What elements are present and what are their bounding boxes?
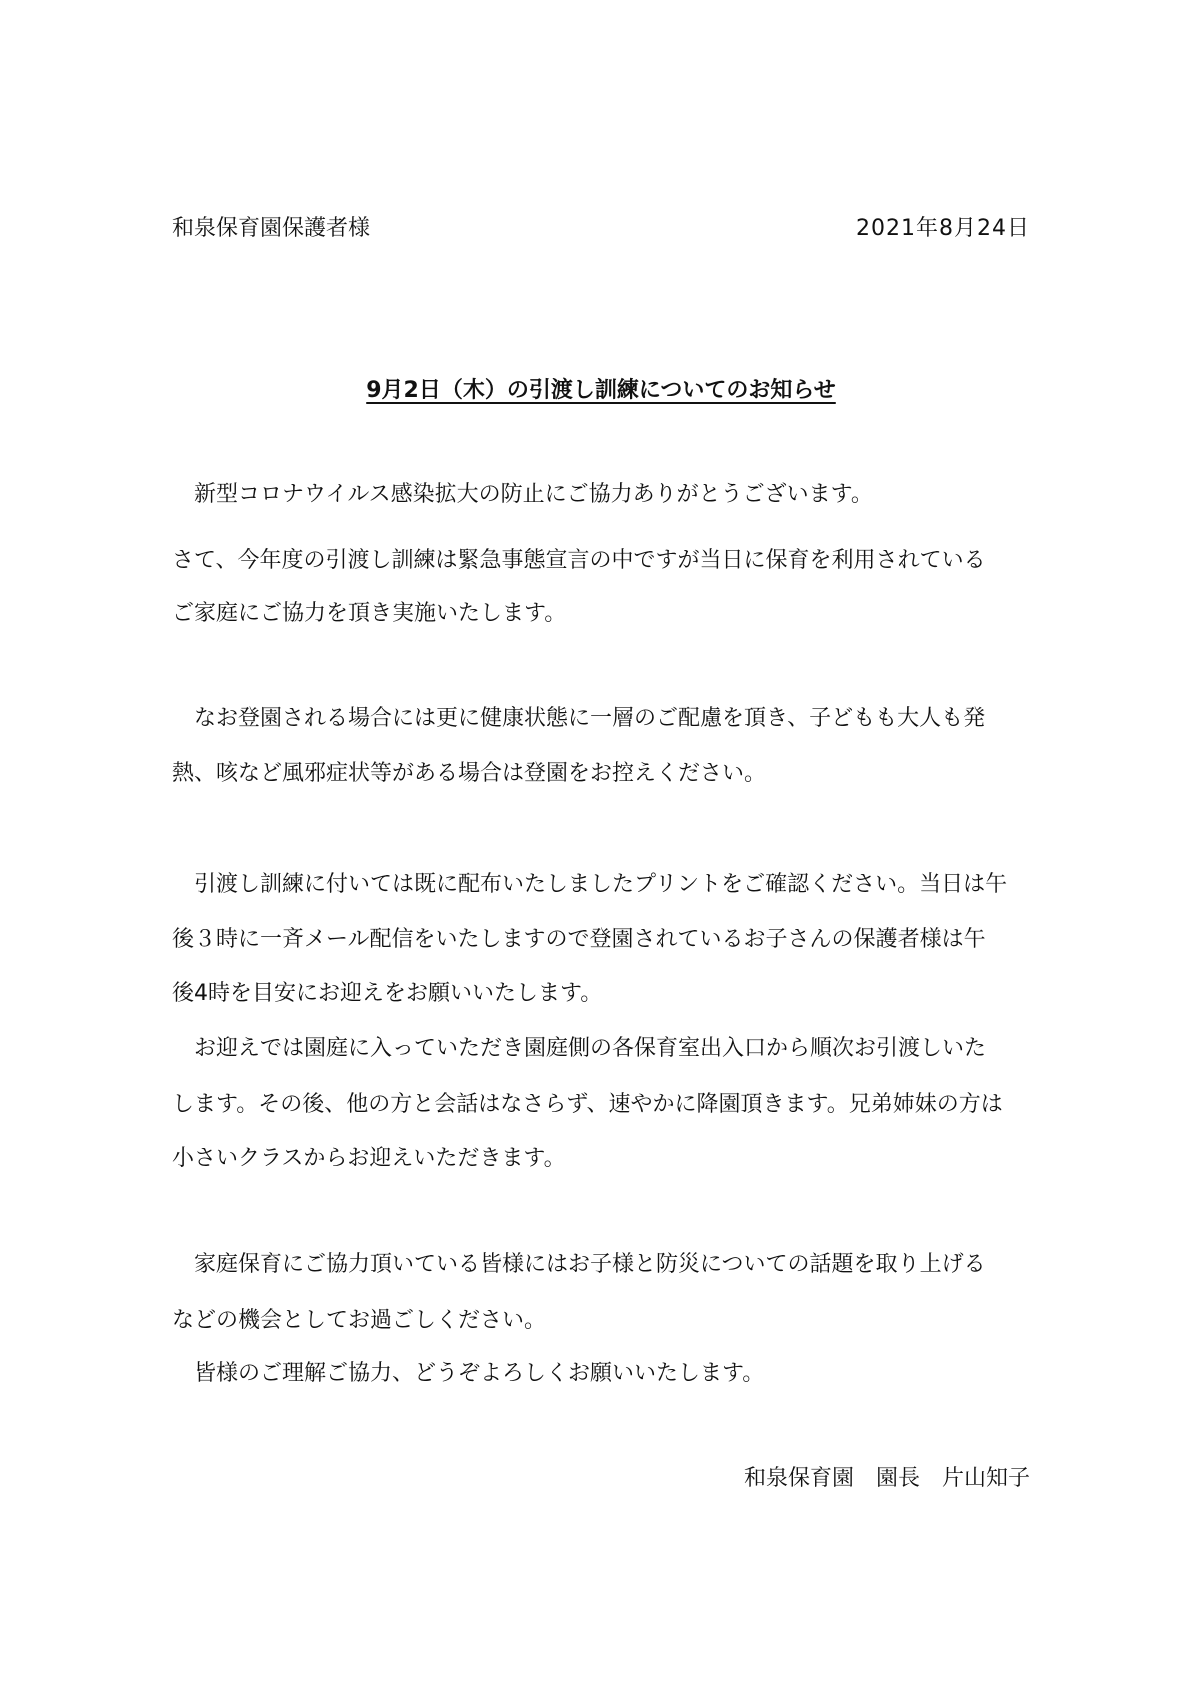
body-line: お迎えでは園庭に入っていただき園庭側の各保育室出入口から順次お引渡しいた xyxy=(172,1036,987,1061)
body-line: 後4時を目安にお迎えをお願いいたします。 xyxy=(172,981,603,1006)
issue-date: 2021年8月24日 xyxy=(856,216,1030,241)
body-line: なお登園される場合には更に健康状態に一層のご配慮を頂き、子どもも大人も発 xyxy=(172,706,986,731)
body-line: ご家庭にご協力を頂き実施いたします。 xyxy=(172,601,567,626)
body-line: 小さいクラスからお迎えいただきます。 xyxy=(172,1146,566,1171)
body-line: 新型コロナウイルス感染拡大の防止にご協力ありがとうございます。 xyxy=(172,482,873,507)
recipient: 和泉保育園保護者様 xyxy=(172,216,371,241)
body-line: 家庭保育にご協力頂いている皆様にはお子様と防災についての話題を取り上げる xyxy=(172,1252,986,1277)
body-line: 熱、咳など風邪症状等がある場合は登園をお控えください。 xyxy=(172,761,767,786)
body-line: します。その後、他の方と会話はなさらず、速やかに降園頂きます。兄弟姉妹の方は xyxy=(172,1092,1003,1117)
notice-title xyxy=(172,374,1030,408)
signature: 和泉保育園 園長 片山知子 xyxy=(743,1466,1030,1491)
notice-title-text: 9月2日（木）の引渡し訓練についてのお知らせ xyxy=(366,378,836,403)
body-line: 後３時に一斉メール配信をいたしますので登園されているお子さんの保護者様は午 xyxy=(172,927,986,952)
body-line: 引渡し訓練に付いては既に配布いたしましたプリントをご確認ください。当日は午 xyxy=(172,872,1008,897)
body-line: などの機会としてお過ごしください。 xyxy=(172,1308,547,1333)
body-line: さて、今年度の引渡し訓練は緊急事態宣言の中ですが当日に保育を利用されている xyxy=(172,548,986,573)
body-line: 皆様のご理解ご協力、どうぞよろしくお願いいたします。 xyxy=(172,1361,765,1386)
header-row xyxy=(172,212,1030,246)
